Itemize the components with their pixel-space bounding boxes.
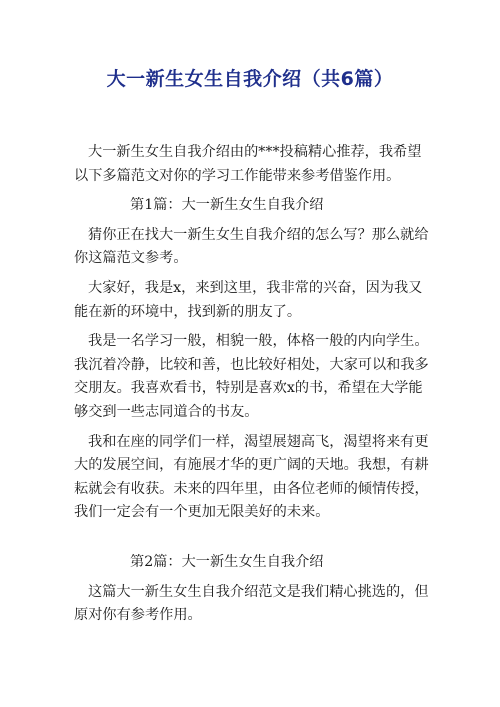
section-1-paragraph-2: 大家好，我是x，来到这里，我非常的兴奋，因为我又能在新的环境中，找到新的朋友了。: [74, 279, 423, 320]
intro-paragraph: 大一新生女生自我介绍由的***投稿精心推荐，我希望以下多篇范文对你的学习工作能带来参考借鉴作用。: [74, 144, 422, 184]
document-title: 大一新生女生自我介绍（共6篇）: [106, 68, 394, 90]
section-2-paragraph-1: 这篇大一新生女生自我介绍范文是我们精心挑选的，但原对你有参考作用。: [74, 583, 429, 624]
section-1-paragraph-1: 猜你正在找大一新生女生自我介绍的怎么写？那么就给你这篇范文参考。: [74, 226, 429, 267]
section-2-heading: 第2篇：大一新生女生自我介绍: [130, 553, 324, 570]
document-body: [74, 141, 432, 628]
section-1-paragraph-4: 我和在座的同学们一样，渴望展翅高飞，渴望将来有更大的发展空间，有施展才华的更广阔的天地。我想，有耕耘就会有收获。未来的四年里，由各位老师的倾情传授，我们一定会有一个更加无限美好的未来。: [74, 433, 429, 521]
section-1-heading: 第1篇：大一新生女生自我介绍: [130, 197, 324, 214]
section-1-paragraph-3: 我是一名学习一般，相貌一般，体格一般的内向学生。我沉着冷静，比较和善，也比较好相处，大家可以和我多交朋友。我喜欢看书，特别是喜欢x的书，希望在大学能够交到一些志同道合的书友。: [74, 333, 429, 420]
